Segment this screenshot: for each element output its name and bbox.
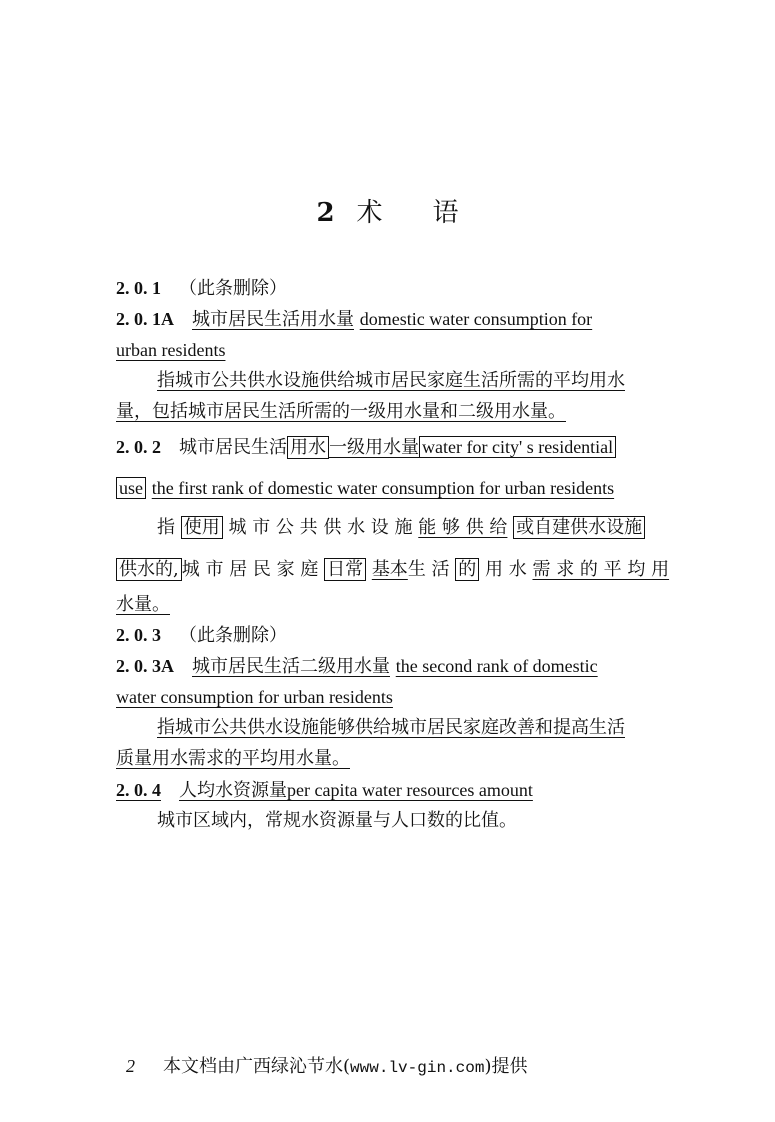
- inserted-text: use: [116, 477, 146, 499]
- section-number: 2: [316, 198, 335, 228]
- term-en-line1: domestic water consumption for: [359, 309, 593, 329]
- term-en-line2: water consumption for urban residents: [116, 687, 393, 707]
- item-2-0-3: [116, 623, 287, 648]
- item-number: 2. 0. 3A: [116, 656, 174, 676]
- page-number: 2: [126, 1056, 135, 1076]
- inserted-text: 用水: [287, 436, 329, 459]
- def-part: 能 够 供 给: [418, 517, 508, 538]
- item-number: 2. 0. 4: [116, 780, 161, 800]
- term-en-line1: the second rank of domestic: [395, 656, 598, 676]
- section-title: [0, 192, 775, 229]
- item-2-0-3a-term: [116, 654, 598, 679]
- item-2-0-3a-def: [157, 716, 625, 740]
- def-part: 用 水: [485, 559, 527, 580]
- term-part: 一级用水量: [329, 437, 419, 458]
- term-en-line2: urban residents: [116, 340, 226, 360]
- inserted-text: water for city' s residential: [419, 436, 616, 458]
- definition-line2: 量，包括城市居民生活所需的一级用水量和二级用水量。: [116, 401, 566, 422]
- item-2-0-3a-term-cont: [116, 685, 393, 710]
- inserted-text: 日常: [324, 558, 366, 581]
- item-text: （此条删除）: [179, 278, 287, 299]
- definition-line2: 质量用水需求的平均用水量。: [116, 748, 350, 769]
- item-2-0-2-def: [157, 516, 645, 540]
- term-zh: 城市居民生活用水量: [192, 309, 354, 330]
- def-part: 需 求 的 平 均 用: [532, 559, 670, 580]
- item-2-0-4-term: [116, 778, 533, 803]
- def-part: 基本: [371, 559, 408, 580]
- item-2-0-1a-def: [157, 369, 625, 393]
- inserted-text: 的: [455, 558, 479, 581]
- item-number: 2. 0. 1A: [116, 309, 174, 329]
- definition-line1: 指城市公共供水设施供给城市居民家庭生活所需的平均用水: [157, 370, 625, 391]
- item-2-0-1a-def-cont: [116, 400, 566, 424]
- item-2-0-2-def-end: [116, 593, 170, 617]
- item-text: （此条删除）: [179, 625, 287, 646]
- inserted-text: 或自建供水设施: [513, 516, 645, 539]
- definition: 城市区域内，常规水资源量与人口数的比值。: [157, 810, 517, 831]
- item-number: 2. 0. 1: [116, 278, 161, 298]
- footer-text-post: )提供: [484, 1056, 528, 1077]
- footer-text-pre: 本文档由广西绿沁节水(: [163, 1056, 351, 1077]
- def-part: 城 市 居 民 家 庭: [181, 559, 319, 580]
- item-2-0-2-def-cont: [116, 558, 669, 582]
- term-en: the first rank of domestic water consumption for urban residents: [151, 478, 615, 498]
- page-footer: [126, 1052, 527, 1078]
- term-part: 城市居民生活: [179, 437, 287, 458]
- inserted-text: 供水的,: [116, 558, 182, 581]
- item-number: 2. 0. 3: [116, 625, 161, 645]
- term-zh: 人均水资源量: [179, 780, 287, 801]
- definition-line1: 指城市公共供水设施能够供给城市居民家庭改善和提高生活: [157, 717, 625, 738]
- def-part: 水量。: [116, 594, 170, 615]
- footer-url: www.lv-gin.com: [350, 1059, 485, 1077]
- item-number: 2. 0. 2: [116, 437, 161, 457]
- item-2-0-1: [116, 276, 287, 301]
- inserted-text: 使用: [181, 516, 223, 539]
- item-2-0-2-term-cont: [116, 476, 614, 501]
- def-part: 生 活: [407, 559, 450, 580]
- term-en: per capita water resources amount: [287, 780, 533, 800]
- item-2-0-4-def: [157, 809, 517, 833]
- title-word-2: 语: [432, 198, 459, 228]
- item-2-0-1a-term-cont: [116, 338, 225, 363]
- term-zh: 城市居民生活二级用水量: [192, 656, 390, 677]
- item-2-0-3a-def-cont: [116, 747, 350, 771]
- item-2-0-2-term: [116, 435, 616, 460]
- title-word-1: 术: [356, 198, 383, 228]
- def-part: 城 市 公 共 供 水 设 施: [228, 517, 413, 538]
- def-part: 指: [157, 517, 175, 538]
- item-2-0-1a-term: [116, 307, 592, 332]
